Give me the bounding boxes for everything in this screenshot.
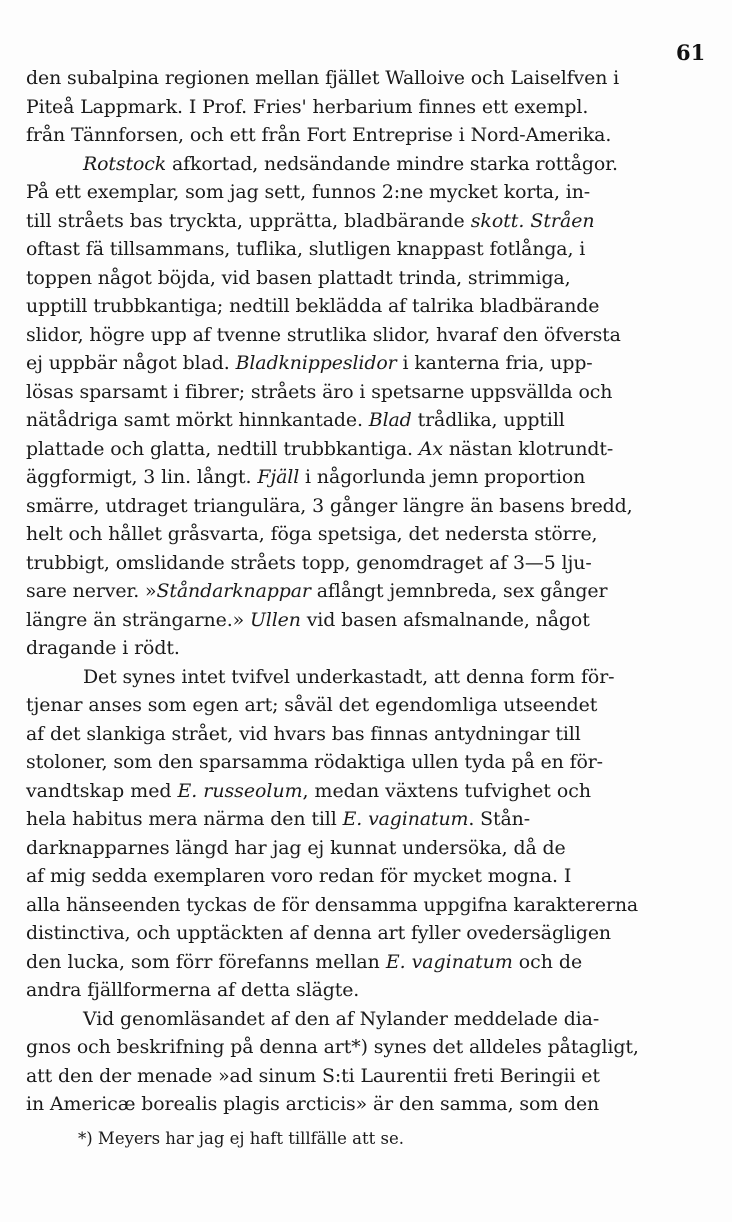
text-line: [26, 378, 714, 407]
text-line: [26, 777, 714, 806]
text-line: [26, 1090, 714, 1119]
text-run: till stråets bas tryckta, upprätta, bladbärande: [26, 209, 471, 232]
text-line: [26, 1062, 714, 1091]
text-run: aflångt jemnbreda, sex gånger: [310, 580, 608, 602]
text-run: stoloner, som den sparsamma rödaktiga ullen tyda på en för-: [26, 751, 603, 773]
text-line: [26, 549, 714, 578]
text-run: i kanterna fria, upp-: [396, 352, 593, 374]
text-run: sare nerver. »: [26, 580, 157, 602]
text-line: [26, 577, 714, 606]
text-run: Vid genomläsandet af den af Nylander meddelade dia-: [83, 1007, 600, 1030]
text-line: [26, 663, 714, 692]
text-run: , medan växtens tufvighet och: [302, 779, 592, 802]
text-run: andra fjällformerna af detta slägte.: [26, 979, 360, 1001]
text-run: hela habitus mera närma den till: [26, 808, 343, 830]
text-run: darknapparnes längd har jag ej kunnat undersöka, då de: [26, 836, 566, 859]
text-run: af det slankiga strået, vid hvars bas finnas antydningar till: [26, 722, 581, 745]
italic-run: skott. Stråen: [470, 209, 595, 232]
text-line: [26, 292, 714, 321]
text-line: [26, 748, 714, 777]
text-run: alla hänseenden tyckas de för densamma uppgifna karaktererna: [26, 893, 639, 916]
text-run: lösas sparsamt i fibrer; stråets äro i spetsarne uppsvällda och: [26, 380, 613, 403]
text-run: nätådriga samt mörkt hinnkantade.: [26, 409, 369, 431]
text-run: att den der menade »ad sinum S:ti Laurentii freti Beringii et: [26, 1064, 600, 1087]
text-line: [26, 463, 714, 492]
text-line: [26, 1033, 714, 1062]
text-line: [26, 349, 714, 378]
text-run: Det synes intet tvifvel underkastadt, att denna form för-: [83, 665, 615, 688]
text-run: plattade och glatta, nedtill trubbkantiga.: [26, 437, 419, 460]
text-run: gnos och beskrifning på denna art*) synes det alldeles påtagligt,: [26, 1036, 639, 1058]
paragraph: [26, 1005, 714, 1119]
paragraph: [26, 64, 714, 150]
page-number: 61: [676, 40, 706, 65]
text-run: Piteå Lappmark. I Prof. Fries' herbarium finnes ett exempl.: [26, 95, 589, 118]
text-line: [26, 406, 714, 435]
paragraph: [26, 150, 714, 663]
text-run: in Americæ borealis plagis arcticis» är den samma, som den: [26, 1093, 600, 1115]
text-run: tjenar anses som egen art; såväl det egendomliga utseendet: [26, 694, 598, 716]
text-run: På ett exemplar, som jag sett, funnos 2:ne mycket korta, in-: [26, 181, 591, 203]
text-run: i någorlunda jemn proportion: [299, 466, 586, 488]
text-line: [26, 720, 714, 749]
italic-run: Ax: [418, 437, 443, 460]
text-run: upptill trubbkantiga; nedtill beklädda af talrika bladbärande: [26, 295, 600, 317]
text-line: [26, 93, 714, 122]
text-run: nästan klotrundt-: [442, 437, 614, 460]
italic-run: Ullen: [249, 608, 301, 631]
italic-run: E. russeolum: [177, 779, 303, 802]
italic-run: E. vaginatum: [385, 950, 513, 973]
text-run: vid basen afsmalnande, något: [300, 608, 590, 631]
text-run: ej uppbär något blad.: [26, 352, 236, 374]
body-text: [26, 64, 714, 1119]
text-line: [26, 891, 714, 920]
text-run: från Tännforsen, och ett från Fort Entreprise i Nord-Amerika.: [26, 124, 612, 146]
text-run: distinctiva, och upptäckten af denna art fyller ovedersägligen: [26, 922, 611, 944]
text-run: helt och hållet gråsvarta, föga spetsiga, det nedersta större,: [26, 523, 598, 545]
text-run: den subalpina regionen mellan fjället Walloive och Laiselfven i: [26, 67, 620, 89]
text-run: afkortad, nedsändande mindre starka rottågor.: [166, 152, 618, 175]
text-line: [26, 948, 714, 977]
text-line: [26, 691, 714, 720]
italic-run: Fjäll: [257, 466, 300, 488]
footnote: *) Meyers har jag ej haft tillfälle att se.: [78, 1129, 404, 1148]
text-run: . Stån-: [468, 808, 531, 830]
text-line: [26, 606, 714, 635]
text-run: oftast fä tillsammans, tuflika, slutligen knappast fotlånga, i: [26, 238, 586, 260]
text-line: [26, 976, 714, 1005]
text-line: [26, 634, 714, 663]
text-run: toppen något böjda, vid basen plattadt trinda, strimmiga,: [26, 266, 571, 289]
text-line: [26, 834, 714, 863]
text-line: [26, 178, 714, 207]
italic-run: Blad: [368, 409, 412, 431]
text-line: [26, 207, 714, 236]
text-run: trubbigt, omslidande stråets topp, genomdraget af 3—5 lju-: [26, 551, 592, 574]
text-run: och de: [512, 950, 583, 973]
text-run: äggformigt, 3 lin. långt.: [26, 466, 258, 488]
text-line: [26, 321, 714, 350]
italic-run: E. vaginatum: [342, 808, 469, 830]
text-run: trådlika, upptill: [411, 409, 565, 431]
text-line: [26, 520, 714, 549]
text-line: [26, 805, 714, 834]
text-run: dragande i rödt.: [26, 637, 180, 659]
text-line: [26, 1005, 714, 1034]
text-line: [26, 264, 714, 293]
text-run: den lucka, som förr förefanns mellan: [26, 950, 386, 973]
text-line: [26, 492, 714, 521]
text-line: [26, 121, 714, 150]
text-line: [26, 235, 714, 264]
text-run: slidor, högre upp af tvenne strutlika slidor, hvaraf den öfversta: [26, 323, 621, 346]
text-line: [26, 862, 714, 891]
text-line: [26, 150, 714, 179]
text-run: längre än strängarne.»: [26, 608, 250, 631]
italic-run: Rotstock: [83, 152, 167, 175]
text-line: [26, 64, 714, 93]
text-run: af mig sedda exemplaren voro redan för mycket mogna. I: [26, 865, 572, 887]
text-run: vandtskap med: [26, 779, 178, 802]
text-run: smärre, utdraget triangulära, 3 gånger längre än basens bredd,: [26, 494, 633, 517]
text-line: [26, 435, 714, 464]
italic-run: Bladknippeslidor: [235, 352, 397, 374]
paragraph: [26, 663, 714, 1005]
text-line: [26, 919, 714, 948]
italic-run: Ståndarknappar: [156, 580, 311, 602]
